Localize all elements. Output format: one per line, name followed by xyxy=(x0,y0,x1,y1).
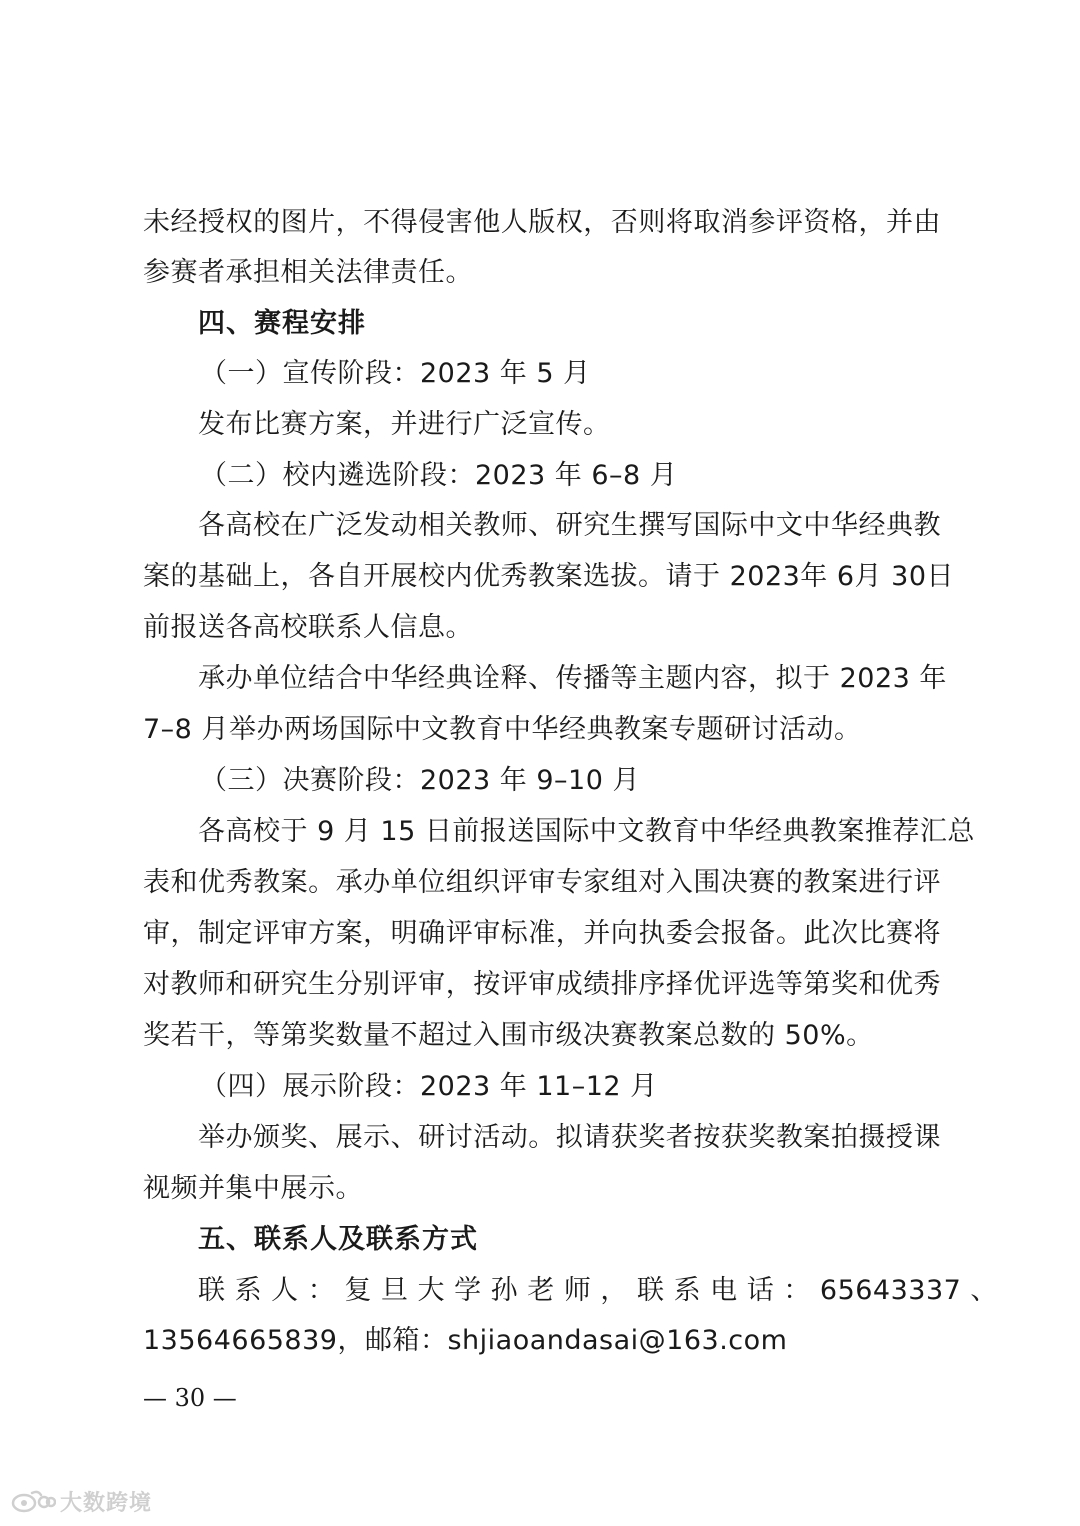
subsection-heading: （三）决赛阶段：2023 年 9–10 月 xyxy=(200,765,640,796)
paragraph-line: 发布比赛方案，并进行广泛宣传。 xyxy=(198,409,611,440)
paragraph-line: 审，制定评审方案，明确评审标准，并向执委会报备。此次比赛将 xyxy=(143,918,941,949)
paragraph-line: 表和优秀教案。承办单位组织评审专家组对入围决赛的教案进行评 xyxy=(143,867,941,898)
contact-line: 联 系 人 ： 复 旦 大 学 孙 老 师 ， 联 系 电 话 ： 65643337 、 xyxy=(198,1275,998,1306)
paragraph-line: 对教师和研究生分别评审，按评审成绩排序择优评选等第奖和优秀 xyxy=(143,969,941,1000)
paragraph-line: 前报送各高校联系人信息。 xyxy=(143,612,473,643)
section-heading: 四、赛程安排 xyxy=(198,308,366,339)
paragraph-line: 参赛者承担相关法律责任。 xyxy=(143,257,473,288)
weibo-logo-icon xyxy=(10,1487,56,1515)
paragraph-line: 举办颁奖、展示、研讨活动。拟请获奖者按获奖教案拍摄授课 xyxy=(198,1122,941,1153)
paragraph-line: 案的基础上，各自开展校内优秀教案选拔。请于 2023年 6月 30日 xyxy=(143,561,954,592)
page-number: — 30 — xyxy=(143,1384,237,1412)
section-heading: 五、联系人及联系方式 xyxy=(198,1224,478,1255)
paragraph-line: 未经授权的图片，不得侵害他人版权，否则将取消参评资格，并由 xyxy=(143,207,941,238)
subsection-heading: （四）展示阶段：2023 年 11–12 月 xyxy=(200,1071,658,1102)
paragraph-line: 7–8 月举办两场国际中文教育中华经典教案专题研讨活动。 xyxy=(143,714,862,745)
subsection-heading: （一）宣传阶段：2023 年 5 月 xyxy=(200,358,591,389)
paragraph-line: 各高校在广泛发动相关教师、研究生撰写国际中文中华经典教 xyxy=(198,510,941,541)
watermark xyxy=(10,1486,152,1516)
paragraph-line: 承办单位结合中华经典诠释、传播等主题内容，拟于 2023 年 xyxy=(198,663,947,694)
subsection-heading: （二）校内遴选阶段：2023 年 6–8 月 xyxy=(200,460,678,491)
paragraph-line: 视频并集中展示。 xyxy=(143,1173,363,1204)
contact-line: 13564665839，邮箱：shjiaoandasai@163.com xyxy=(143,1325,788,1356)
paragraph-line: 奖若干，等第奖数量不超过入围市级决赛教案总数的 50%。 xyxy=(143,1020,874,1051)
paragraph-line: 各高校于 9 月 15 日前报送国际中文教育中华经典教案推荐汇总 xyxy=(198,816,975,847)
watermark-text: 大数跨境 xyxy=(60,1490,153,1516)
